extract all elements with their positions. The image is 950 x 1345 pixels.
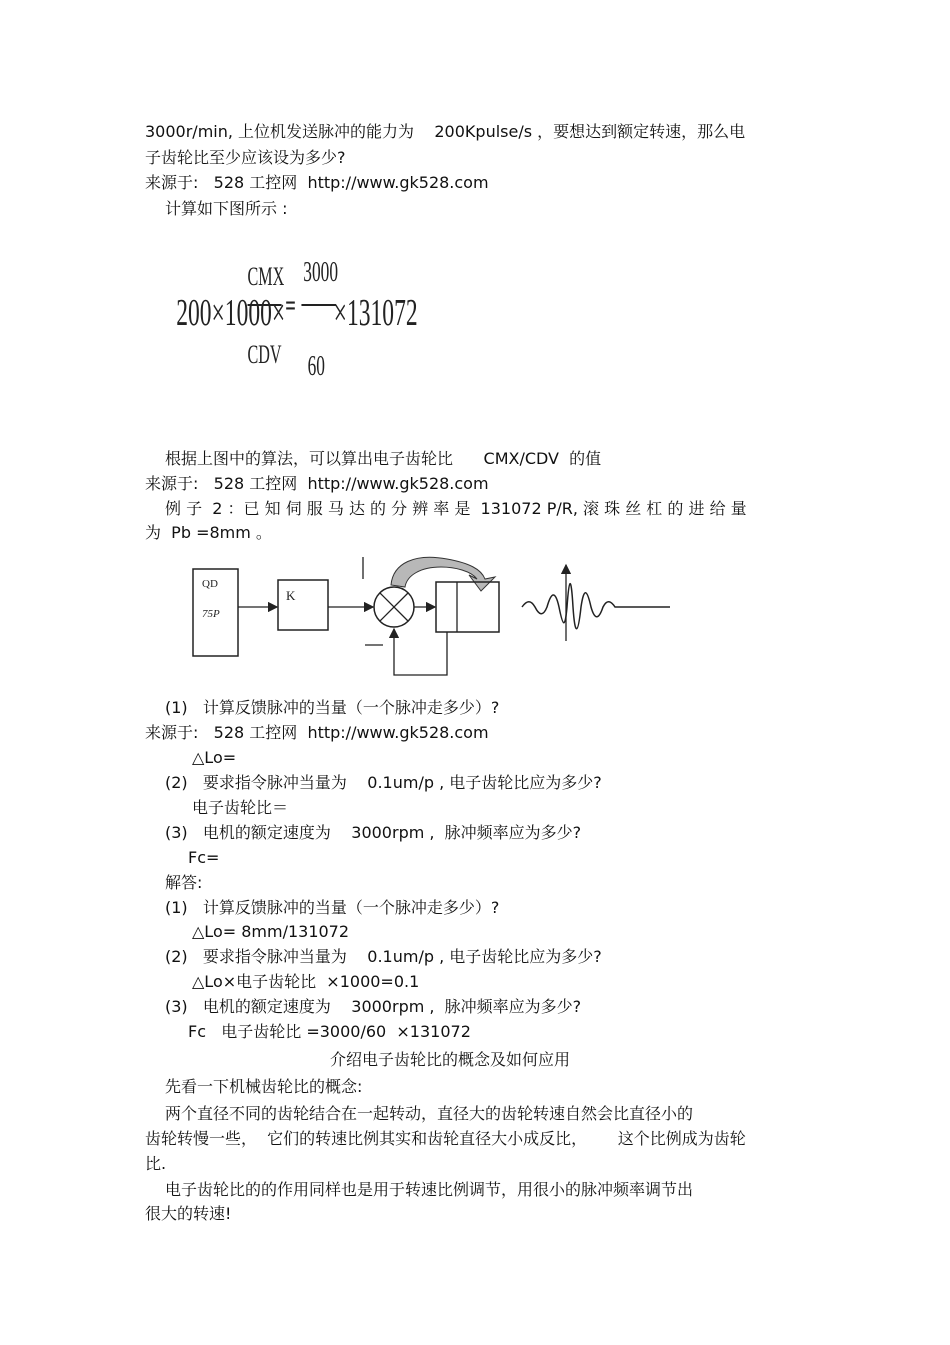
question-2: (2) 要求指令脉冲当量为 0.1um/p , 电子齿轮比应为多少?	[165, 773, 602, 792]
solution-q2: (2) 要求指令脉冲当量为 0.1um/p , 电子齿轮比应为多少?	[165, 947, 602, 966]
paragraph-2-line-1: 电子齿轮比的的作用同样也是用于转速比例调节，用很小的脉冲频率调节出	[165, 1180, 694, 1199]
example-2-pb-line: 为 Pb =8mm 。	[145, 523, 272, 542]
formula-image	[170, 245, 418, 385]
feedback-loop	[394, 629, 447, 675]
qd-label: QD	[202, 578, 218, 590]
solution-a3: Fc 电子齿轮比 =3000/60 ×131072	[188, 1022, 471, 1041]
section-title: 介绍电子齿轮比的概念及如何应用	[330, 1050, 571, 1069]
example-2-line: 例 子 2 ：已 知 伺 服 马 达 的 分 辨 率 是 131072 P/R, 滚 珠 丝 杠 的 进 给 量	[165, 499, 747, 518]
question-1: (1) 计算反馈脉冲的当量（一个脉冲走多少）?	[165, 698, 500, 717]
source-line-3: 来源于: 528 工控网 http://www.gk528.com	[145, 723, 489, 742]
answer-blank-1: △Lo=	[192, 748, 237, 767]
source-line-2: 来源于: 528 工控网 http://www.gk528.com	[145, 474, 489, 493]
formula-equals: =	[285, 289, 296, 323]
formula-left: 200×1000×	[176, 291, 286, 334]
answer-blank-2: 电子齿轮比＝	[192, 798, 289, 817]
solution-q1: (1) 计算反馈脉冲的当量（一个脉冲走多少）?	[165, 898, 500, 917]
source-line-1: 来源于: 528 工控网 http://www.gk528.com	[145, 173, 489, 192]
answer-blank-3: Fc=	[188, 848, 220, 867]
solution-a2: △Lo×电子齿轮比 ×1000=0.1	[192, 972, 420, 991]
paragraph-intro: 先看一下机械齿轮比的概念:	[165, 1077, 363, 1096]
solution-heading: 解答:	[165, 873, 203, 892]
paragraph-1-line-1: 两个直径不同的齿轮结合在一起转动，直径大的齿轮转速自然会比直径小的	[165, 1104, 694, 1123]
solution-q3: (3) 电机的额定速度为 3000rpm , 脉冲频率应为多少?	[165, 997, 582, 1016]
motor-block	[436, 582, 499, 632]
pulse-waveform	[522, 584, 670, 629]
text-line-algorithm: 根据上图中的算法，可以算出电子齿轮比 CMX/CDV 的值	[165, 449, 602, 468]
formula-den: 60	[307, 350, 325, 383]
text-line-calc: 计算如下图所示 :	[165, 199, 288, 218]
text-line-1: 3000r/min, 上位机发送脉冲的能力为 200Kpulse/s ，要想达到额定转速，那么电	[145, 122, 746, 141]
k-label: K	[286, 588, 296, 603]
solution-a1: △Lo= 8mm/131072	[192, 922, 350, 941]
paragraph-2-line-2: 很大的转速!	[145, 1204, 232, 1223]
text-line-2: 子齿轮比至少应该设为多少?	[145, 148, 346, 167]
tsp-label: 75P	[202, 608, 220, 620]
paragraph-1-line-2: 齿轮转慢一些， 它们的转速比例其实和齿轮直径大小成反比， 这个比例成为齿轮	[145, 1129, 746, 1148]
servo-block-diagram	[185, 555, 685, 690]
formula-right: ×131072	[333, 291, 418, 334]
formula-cdv: CDV	[247, 340, 282, 370]
curved-transfer-arrow	[391, 557, 495, 591]
formula-num: 3000	[303, 256, 338, 289]
formula-cmx: CMX	[247, 262, 285, 292]
paragraph-1-line-3: 比.	[145, 1154, 167, 1173]
question-3: (3) 电机的额定速度为 3000rpm , 脉冲频率应为多少?	[165, 823, 582, 842]
